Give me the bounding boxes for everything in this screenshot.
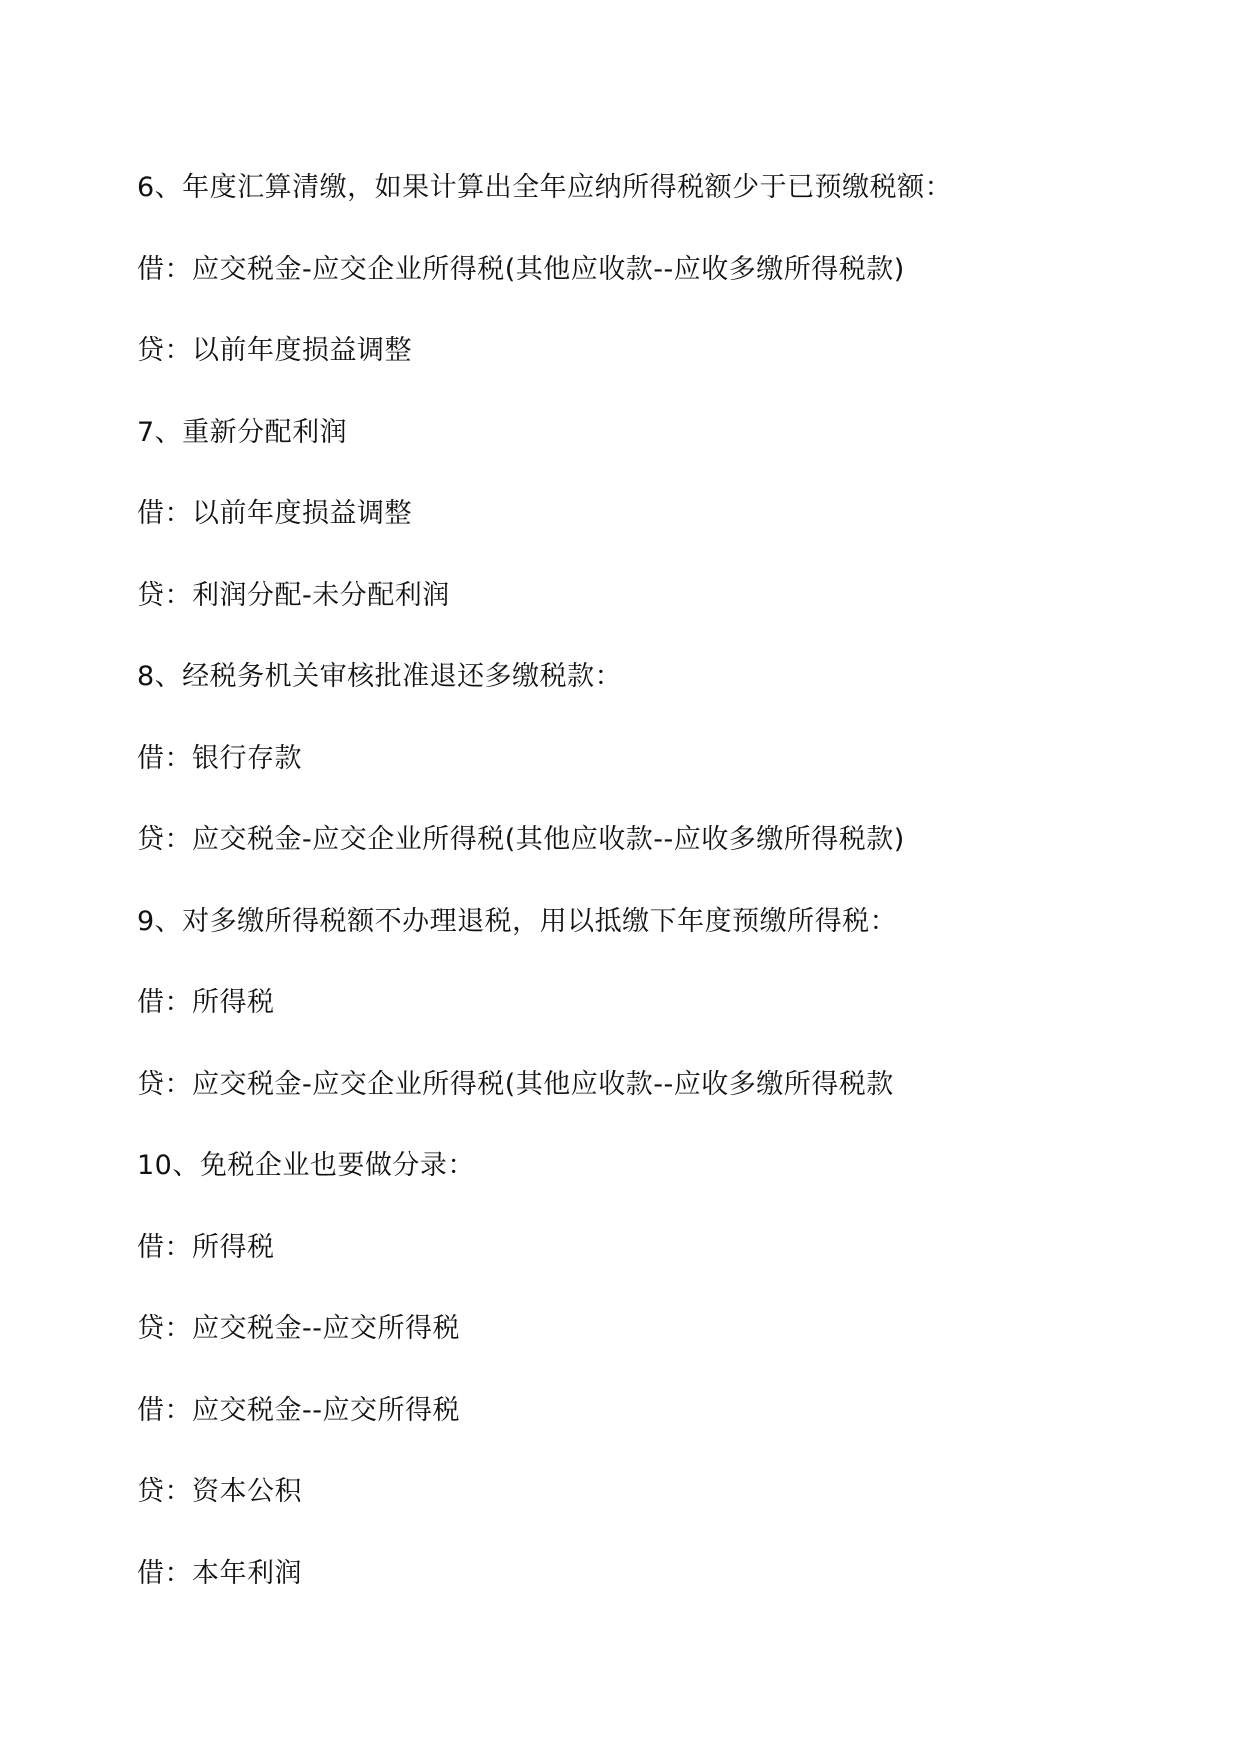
step-8-heading: 8、经税务机关审核批准退还多缴税款： [137,661,623,692]
debit-entry: 借：应交税金-应交企业所得税(其他应收款--应收多缴所得税款) [137,253,905,285]
credit-entry: 贷：以前年度损益调整 [137,335,412,366]
step-9-heading: 9、对多缴所得税额不办理退税，用以抵缴下年度预缴所得税： [137,905,898,937]
document-body [137,170,1137,1637]
debit-entry: 借：以前年度损益调整 [137,498,412,529]
credit-entry: 贷：利润分配-未分配利润 [137,579,450,611]
step-7-heading: 7、重新分配利润 [137,416,348,448]
debit-entry: 借：所得税 [137,987,275,1018]
step-6-heading: 6、年度汇算清缴，如果计算出全年应纳所得税额少于已预缴税额： [137,172,953,203]
credit-entry: 贷：应交税金--应交所得税 [137,1313,460,1344]
credit-entry: 贷：应交税金-应交企业所得税(其他应收款--应收多缴所得税款) [137,824,905,855]
debit-entry: 借：应交税金--应交所得税 [137,1394,460,1426]
credit-entry: 贷：资本公积 [137,1476,302,1507]
debit-entry: 借：银行存款 [137,742,302,774]
debit-entry: 借：所得税 [137,1231,275,1263]
step-10-heading: 10、免税企业也要做分录： [137,1150,475,1181]
credit-entry: 贷：应交税金-应交企业所得税(其他应收款--应收多缴所得税款 [137,1068,894,1100]
debit-entry: 借：本年利润 [137,1557,302,1589]
